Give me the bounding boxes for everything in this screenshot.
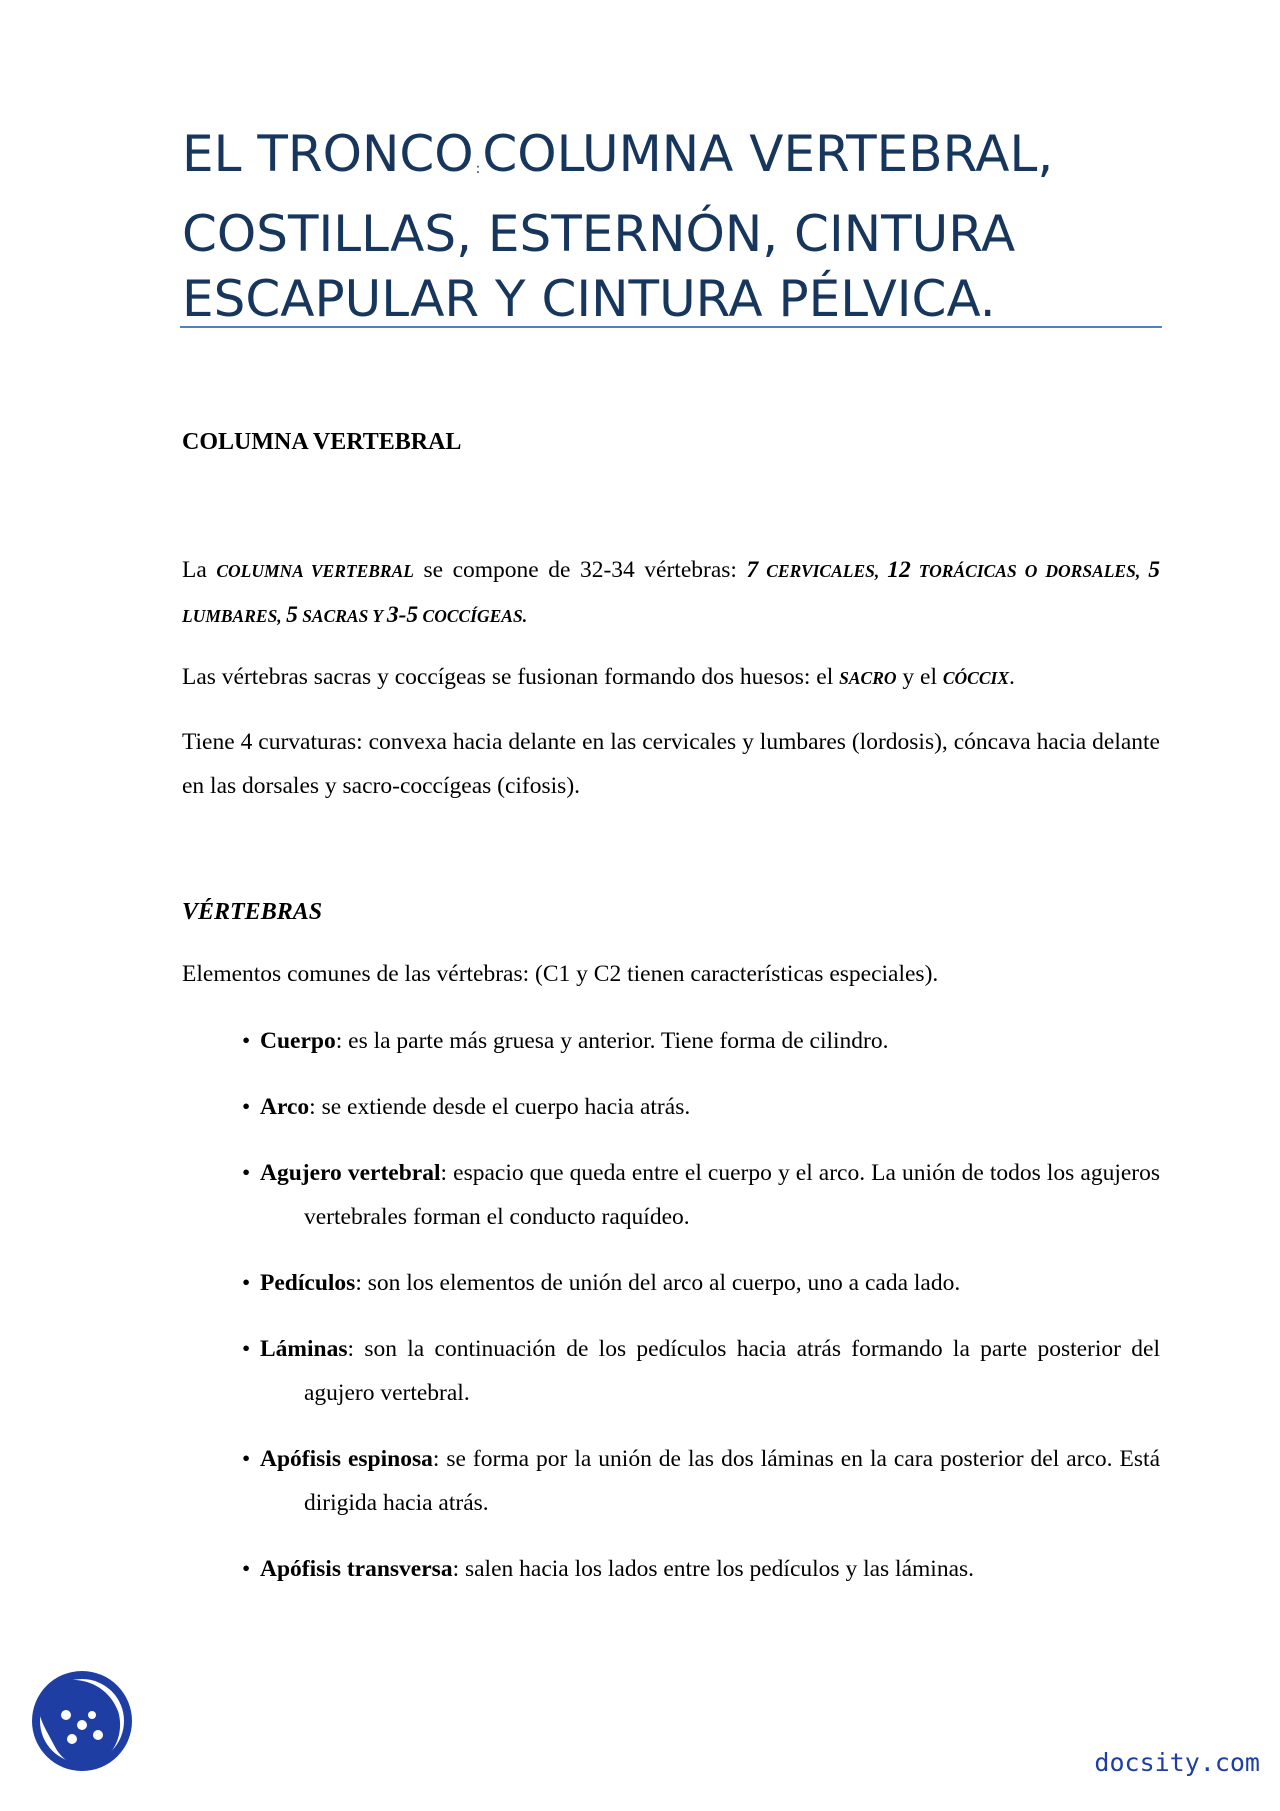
text-run-smallcaps: SACRO [839,668,897,688]
title-underline [180,326,1162,328]
list-item-term: Pedículos [260,1270,356,1296]
list-item-text: : es la parte más gruesa y anterior. Tiene forma de cilindro. [335,1028,889,1054]
logo-dot [93,1730,103,1740]
document-title [182,122,1162,332]
section-heading-columna: COLUMNA VERTEBRAL [182,429,462,455]
list-item-text: : se extiende desde el cuerpo hacia atrás. [309,1094,691,1120]
list-item-text: : salen hacia los lados entre los pedículos y las láminas. [452,1556,975,1582]
list-item-text: : son los elementos de unión del arco al cuerpo, uno a cada lado. [355,1270,961,1296]
list-item-text: : son la continuación de los pedículos hacia atrás formando la parte posterior del agujero vertebral. [304,1336,1160,1406]
list-item [242,1327,1160,1415]
logo-dot [61,1710,71,1720]
bullet-icon: • [242,1446,251,1472]
text-run-smallcaps: TORÁCICAS O DORSALES, [910,561,1149,581]
text-run-smallcaps: SACRAS Y [297,606,387,626]
logo-dot [67,1734,77,1744]
title-part-2: COLUMNA VERTEBRAL, COSTILLAS, ESTERNÓN, CINTURA ESCAPULAR Y CINTURA PÉLVICA. [182,125,1054,328]
bullet-icon: • [242,1028,251,1054]
text-run-number: 5 [1148,557,1160,583]
text-run-number: 3-5 [386,602,419,628]
text-run-smallcaps: COLUMNA VERTEBRAL [216,561,414,581]
paragraph-fusion [182,655,1160,700]
list-item [242,1151,1160,1239]
bullet-icon: • [242,1094,251,1120]
text-run-smallcaps: COCCÍGEAS. [418,606,528,626]
list-item-term: Láminas [260,1336,348,1362]
text-run-number: 7 [746,557,759,583]
list-item [242,1019,1160,1063]
text-run: Las vértebras sacras y coccígeas se fusionan formando dos huesos: el [182,664,840,690]
paragraph-elementos-intro: Elementos comunes de las vértebras: (C1 y C2 tienen características especiales). [182,961,939,987]
bullet-icon: • [242,1160,251,1186]
bullet-icon: • [242,1336,251,1362]
list-item [242,1437,1160,1525]
list-item-term: Cuerpo [260,1028,336,1054]
list-item [242,1261,1160,1305]
text-run-number: 5 [286,602,298,628]
logo-dot [88,1711,96,1719]
paragraph-composicion [182,548,1160,638]
docsity-logo-icon[interactable] [30,1665,134,1777]
text-run-smallcaps: CERVICALES, [758,561,888,581]
text-run: La [182,557,217,583]
bullet-icon: • [242,1556,251,1582]
docsity-site-link[interactable]: docsity.com [1094,1748,1260,1777]
title-separator: : [475,161,481,177]
list-item-term: Agujero vertebral [260,1160,441,1186]
bullet-icon: • [242,1270,251,1296]
text-run-smallcaps: LUMBARES, [182,606,287,626]
title-part-1: EL TRONCO [182,125,474,183]
list-item [242,1547,1160,1591]
text-run-smallcaps: CÓCCIX [942,668,1010,688]
list-item-term: Apófisis espinosa [260,1446,433,1472]
text-run: y el [896,664,943,690]
list-item [242,1085,1160,1129]
text-run: se compone de 32-34 vértebras: [413,557,747,583]
paragraph-curvaturas: Tiene 4 curvaturas: convexa hacia delante en las cervicales y lumbares (lordosis), cóncava hacia delante en las dorsales y sacro-coccígeas (cifosis). [182,729,1160,799]
list-item-term: Arco [260,1094,310,1120]
text-run-number: 12 [887,557,911,583]
text-run: . [1009,664,1015,690]
list-item-text: : se forma por la unión de las dos láminas en la cara posterior del arco. Está dirigida hacia atrás. [304,1446,1160,1516]
list-item-term: Apófisis transversa [260,1556,453,1582]
section-heading-vertebras: VÉRTEBRAS [182,899,323,925]
list-item-text: : espacio que queda entre el cuerpo y el arco. La unión de todos los agujeros vertebrales forman el conducto raquídeo. [304,1160,1161,1230]
logo-dot [77,1720,87,1730]
